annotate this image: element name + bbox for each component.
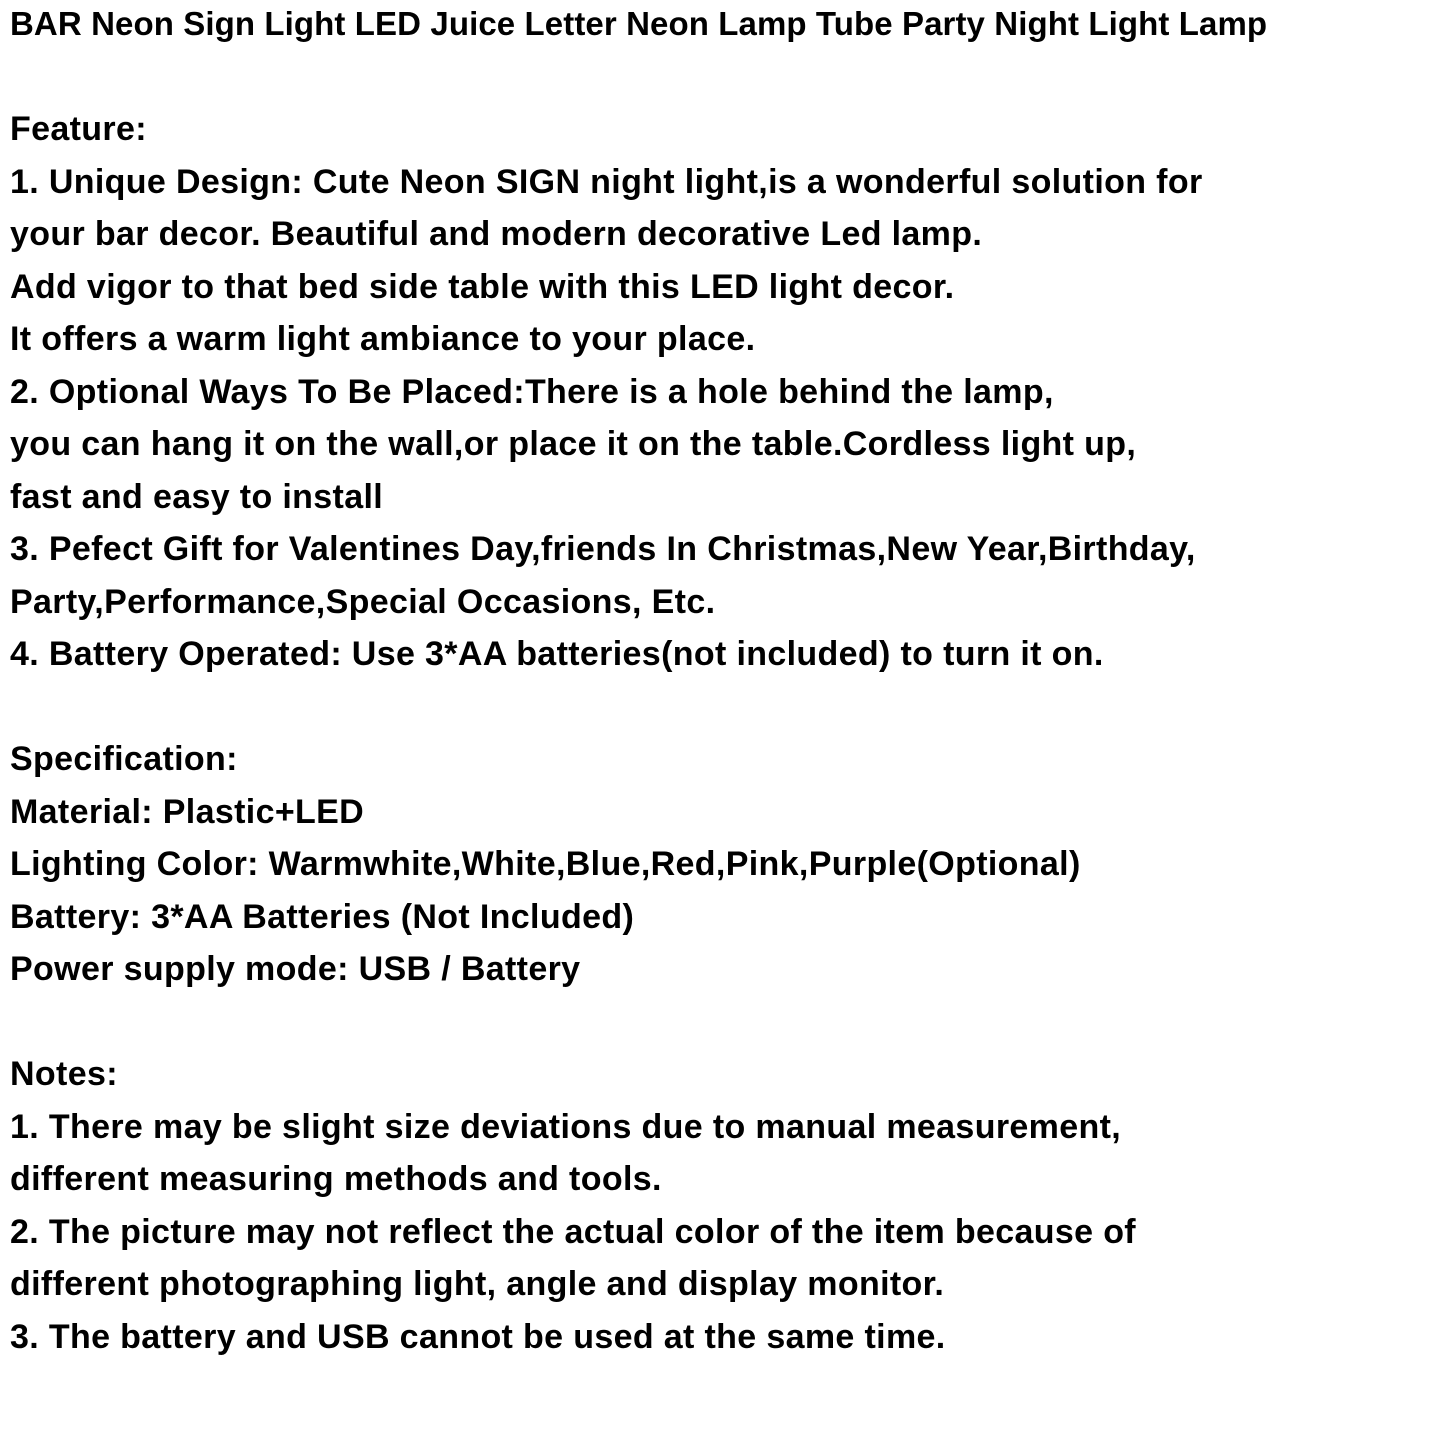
feature-line: It offers a warm light ambiance to your place.: [10, 320, 756, 358]
notes-line: different photographing light, angle and display monitor.: [10, 1265, 945, 1303]
specification-line: Battery: 3*AA Batteries (Not Included): [10, 897, 635, 936]
feature-line: 4. Battery Operated: Use 3*AA batteries(not included) to turn it on.: [10, 635, 1104, 673]
specification-line: Power supply mode: USB / Battery: [10, 950, 581, 988]
specification-line: Lighting Color: Warmwhite,White,Blue,Red,Pink,Purple(Optional): [10, 845, 1081, 883]
specification-heading: Specification:: [10, 740, 238, 778]
feature-line: 3. Pefect Gift for Valentines Day,friends In Christmas,New Year,Birthday,: [10, 530, 1196, 568]
spacer: [10, 996, 1435, 1049]
product-title: BAR Neon Sign Light LED Juice Letter Neon Lamp Tube Party Night Light Lamp: [10, 5, 1268, 42]
feature-line: 1. Unique Design: Cute Neon SIGN night light,is a wonderful solution for: [10, 162, 1203, 201]
feature-line: Add vigor to that bed side table with this LED light decor.: [10, 267, 955, 306]
feature-heading: Feature:: [10, 110, 147, 148]
feature-section: [10, 103, 1435, 681]
feature-line: you can hang it on the wall,or place it on the table.Cordless light up,: [10, 425, 1137, 463]
notes-heading: Notes:: [10, 1055, 118, 1093]
notes-line: 1. There may be slight size deviations due to manual measurement,: [10, 1107, 1122, 1146]
notes-section: [10, 1048, 1435, 1363]
specification-line: Material: Plastic+LED: [10, 792, 365, 831]
feature-line: your bar decor. Beautiful and modern decorative Led lamp.: [10, 215, 983, 253]
notes-line: 3. The battery and USB cannot be used at the same time.: [10, 1317, 946, 1356]
specification-section: [10, 733, 1435, 996]
spacer: [10, 681, 1435, 734]
feature-line: fast and easy to install: [10, 477, 384, 516]
notes-line: 2. The picture may not reflect the actual color of the item because of: [10, 1212, 1136, 1251]
product-description: [10, 0, 1435, 1363]
feature-line: Party,Performance,Special Occasions, Etc.: [10, 582, 716, 621]
notes-line: different measuring methods and tools.: [10, 1160, 662, 1198]
feature-line: 2. Optional Ways To Be Placed:There is a hole behind the lamp,: [10, 372, 1054, 411]
spacer: [10, 48, 1435, 103]
